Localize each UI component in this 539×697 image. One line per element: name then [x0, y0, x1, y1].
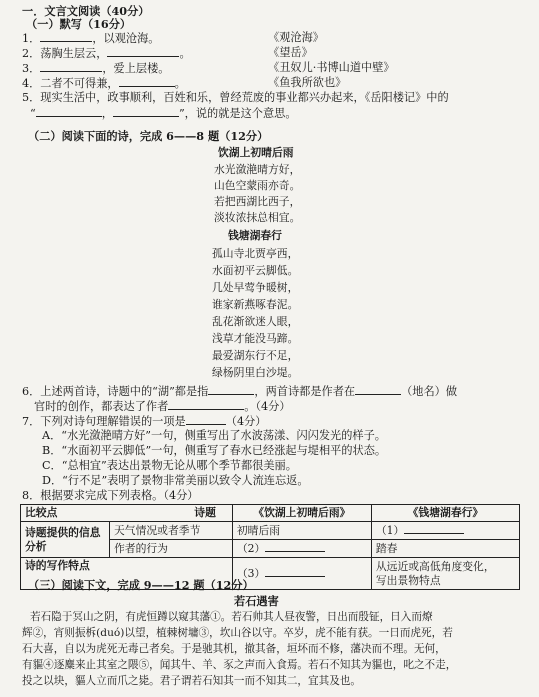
header-poem1: 《饮湖上初晴后雨》	[232, 505, 371, 522]
q6-line1	[22, 384, 457, 399]
blank-q5b[interactable]	[113, 106, 179, 117]
q3-source: 《丑奴儿·书博山道中壁》	[268, 61, 395, 74]
poem1-line: 若把西湖比西子，	[214, 195, 301, 208]
q4-text: 。	[174, 77, 186, 90]
q7-option-c: C．“总相宜”表达出景物无论从哪个季节都很美丽。	[42, 459, 297, 472]
header-poem2: 《钱塘湖春行》	[371, 505, 519, 522]
blank-table-3[interactable]	[265, 566, 325, 577]
poem2-line: 孤山寺北贾亭西，	[212, 247, 299, 260]
q7-option-b: B．“水面初平云脚低”一句，侧重写了春水已经涨起与堤相平的状态。	[42, 444, 387, 457]
poem2-line: 乱花渐欲迷人眼，	[212, 315, 299, 328]
q6-text-d: 官时的创作，都表达了作者	[34, 400, 169, 413]
q3	[22, 61, 169, 76]
passage-line: 有貙④逐麋来止其室之隈⑤，闻其牛、羊、豕之声而入食焉。若石不知其为貙也，叱之不走，	[22, 659, 457, 671]
blank-table-1[interactable]	[404, 523, 464, 534]
q3-num: 3．	[22, 62, 41, 75]
poem1-title: 饮湖上初晴后雨	[218, 146, 294, 159]
row2-col1-label: （3）	[236, 567, 266, 580]
row2-col2-line1: 从远近或高低角度变化，	[375, 559, 495, 573]
poem2-line: 绿杨阴里白沙堤。	[212, 366, 299, 379]
blank-q3[interactable]	[40, 61, 102, 72]
subsection-title-1: （一）默写（16分）	[26, 17, 132, 31]
row1b-sub: 作者的行为	[110, 540, 233, 558]
passage-line: 若石隐于冥山之阴，有虎恒蹲以窥其藩①。若石帅其人昼夜警，日出而殷钲，日入而燎	[30, 611, 433, 623]
q4-num: 4．二者不可得兼，	[22, 77, 119, 90]
q6-text-e: 。（4分）	[244, 400, 291, 413]
q5-line2	[30, 106, 297, 121]
q7-score: （4分）	[225, 415, 267, 428]
q7-option-a: A．“水光潋滟晴方好”一句，侧重写出了水波荡漾、闪闪发光的样子。	[42, 429, 386, 442]
poem2-line: 谁家新燕啄春泥。	[212, 298, 299, 311]
subsection-title-2: （二）阅读下面的诗，完成 6——8 题（12分）	[28, 129, 269, 143]
poem1-line: 水光潋滟晴方好，	[214, 163, 301, 176]
q4-source: 《鱼我所欲也》	[268, 76, 347, 89]
q5-end: ”，说的就是这个意思。	[178, 107, 297, 120]
q3-text: ，爱上层楼。	[102, 62, 170, 75]
row1a-sub: 天气情况或者季节	[110, 522, 233, 540]
row1b-col2: 踏春	[371, 540, 519, 558]
poem2-title: 钱塘湖春行	[228, 229, 282, 242]
row1-label	[21, 522, 110, 558]
q8-text: 8．根据要求完成下列表格。（4分）	[22, 489, 199, 502]
row1b-col1-label: （2）	[236, 542, 266, 555]
header-poem: 诗题	[194, 506, 216, 519]
q6-text-c: （地名）做	[401, 385, 458, 398]
q5-open-quote: “	[30, 107, 36, 120]
q5-line1: 5．现实生活中，政事顺利，百姓和乐，曾经荒废的事业都兴办起来，《岳阳楼记》中的	[22, 91, 449, 104]
q6-text-b: ，两首诗都是作者在	[254, 385, 356, 398]
poem2-line: 最爱湖东行不足，	[212, 349, 299, 362]
blank-q5a[interactable]	[36, 106, 102, 117]
q2-source: 《望岳》	[268, 46, 313, 59]
q7	[22, 414, 266, 429]
blank-q1[interactable]	[40, 31, 92, 42]
poem2-line: 几处早莺争暖树，	[212, 281, 299, 294]
q2	[22, 46, 191, 61]
row1b-col1[interactable]	[232, 540, 371, 558]
blank-q6c[interactable]	[168, 399, 244, 410]
passage-title: 若石遇害	[234, 594, 279, 608]
passage-line: 辉②，宵则振柝(duó)以望，植棘树墉③，坎山谷以守。卒岁，虎不能有获。一日而虎死，若	[22, 627, 453, 639]
poem2-line: 浅草才能没马蹄。	[212, 332, 299, 345]
table-header-diag	[21, 505, 233, 522]
blank-q4[interactable]	[119, 76, 175, 87]
q1	[22, 31, 159, 46]
header-compare: 比较点	[25, 506, 58, 519]
blank-q6b[interactable]	[355, 384, 401, 395]
q2-num: 2．荡胸生层云，	[22, 47, 108, 60]
row1a-col2[interactable]	[371, 522, 519, 540]
poem2-line: 水面初平云脚低。	[212, 264, 299, 277]
row2-col2-line2: 写出景物特点	[375, 573, 441, 587]
blank-q2[interactable]	[107, 46, 179, 57]
q6-line2	[34, 399, 291, 414]
blank-table-2[interactable]	[265, 541, 325, 552]
poem1-line: 山色空蒙雨亦奇。	[214, 179, 301, 192]
q1-source: 《观沧海》	[268, 31, 324, 44]
row2-label: 诗的写作特点	[21, 558, 233, 590]
q6-text-a: 6．上述两首诗，诗题中的“湖”都是指	[22, 385, 209, 398]
poem1-line: 淡妆浓抹总相宜。	[214, 211, 301, 224]
subsection-title-3: （三）阅读下文，完成 9——12 题（12分）	[28, 578, 254, 592]
section-heading: 一．文言文阅读（40分）	[22, 4, 150, 18]
row1a-col2-label: （1）	[375, 524, 405, 537]
passage-line: 投之以块，貙人立而爪之毙。君子谓若石知其一而不知其二，宜其及也。	[22, 675, 361, 687]
row1a-col1: 初晴后雨	[232, 522, 371, 540]
blank-q6a[interactable]	[208, 384, 254, 395]
q1-text: ，以观沧海。	[92, 32, 160, 45]
row1-label-b: 分析	[25, 539, 47, 553]
row2-col2	[371, 558, 519, 590]
blank-q7[interactable]	[186, 414, 226, 425]
passage-line: 石大喜，自以为虎死无毒己者矣。于是驰其机，撤其备，垣坏而不修，藩决而不理。无何，	[22, 643, 446, 655]
q7-option-d: D．“行不足”表明了景物非常美丽以致令人流连忘返。	[42, 474, 309, 487]
row1-label-a: 诗题提供的信息	[25, 525, 101, 539]
q2-text: 。	[179, 47, 191, 60]
q5-comma: ，	[101, 107, 113, 120]
q7-text: 7．下列对诗句理解错误的一项是	[22, 415, 186, 428]
q4	[22, 76, 186, 91]
q1-num: 1．	[22, 32, 41, 45]
